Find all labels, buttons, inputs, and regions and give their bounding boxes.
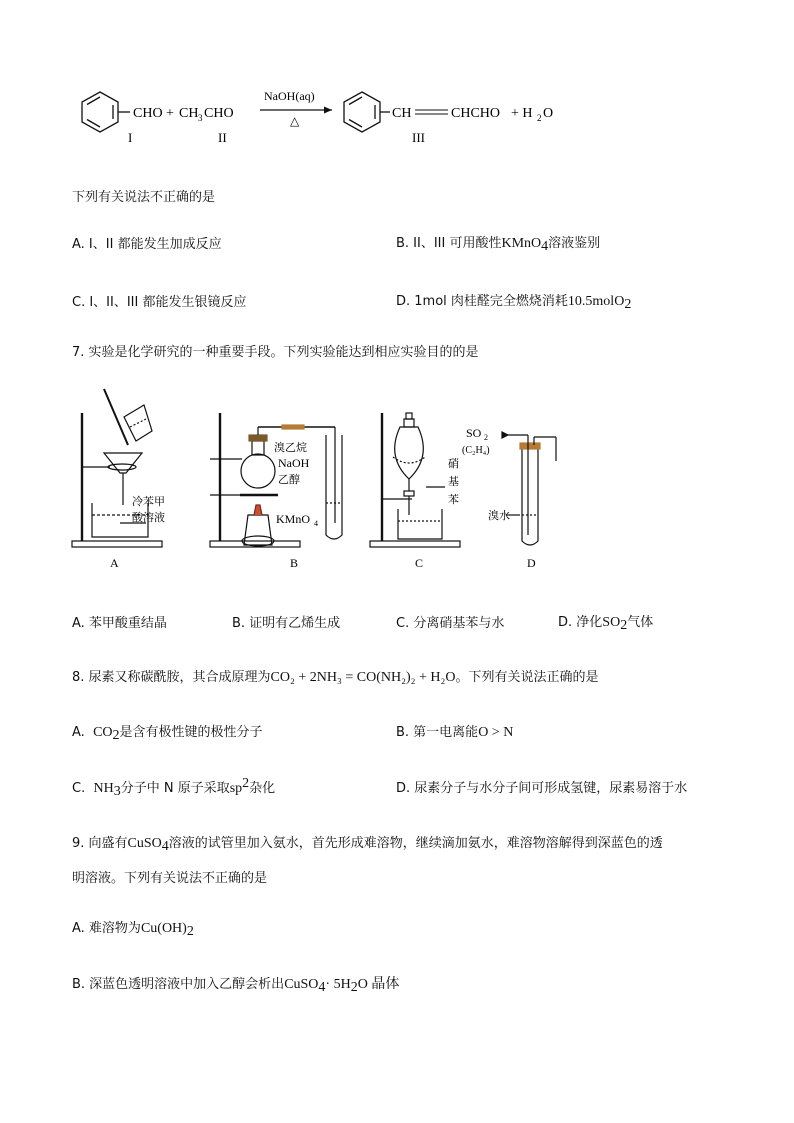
label-bromoethane: 溴乙烷	[274, 441, 307, 454]
q6-option-b: B. II、III 可用酸性KMnO$_4$溶液鉴别	[396, 236, 601, 254]
q9-stem-line2: 明溶液。下列有关说法不正确的是	[72, 871, 268, 886]
q8-option-d: D. 尿素分子与水分子间可形成氢键，尿素易溶于水	[396, 781, 688, 796]
label-nitro-3: 苯	[448, 493, 459, 506]
q8-option-c: C. $NH_3$分子中 N 原子采取$sp^2$杂化	[72, 776, 276, 799]
label-cold-benzoic-2: 酸溶液	[132, 511, 165, 524]
plus-water: + H	[511, 106, 533, 121]
caption-c: C	[415, 556, 424, 570]
q6-option-d: D. 1mol 肉桂醛完全燃烧消耗10.5molO$_2$	[396, 294, 632, 312]
compound-label-I: I	[128, 130, 133, 145]
product-chcho: CHCHO	[451, 106, 501, 121]
q7-stem: 7. 实验是化学研究的一种重要手段。下列实验能达到相应实验目的的是	[72, 345, 479, 360]
q7-option-a: A. 苯甲酸重结晶	[72, 616, 167, 631]
label-kmno4: KMnO	[276, 512, 311, 526]
elimination-apparatus	[210, 413, 342, 547]
q9-option-a: A. 难溶物为$Cu(OH)_2$	[72, 921, 194, 939]
label-naoh: NaOH	[278, 456, 310, 470]
benzene-ring-icon	[82, 92, 130, 132]
q9-stem-line1: 9. 向盛有CuSO$_4$溶液的试管里加入氨水，首先形成难溶物，继续滴加氨水，难溶物溶解得到深蓝色的透	[72, 836, 663, 854]
gas-washing-apparatus	[502, 432, 556, 545]
product-ch: CH	[392, 106, 412, 121]
reagent-label: NaOH(aq)	[264, 89, 315, 103]
heat-symbol: △	[290, 114, 300, 128]
compound-label-II: II	[218, 130, 227, 145]
label-ethanol: 乙醇	[278, 473, 300, 486]
arrow-head-icon	[324, 107, 332, 114]
compound-label-III: III	[412, 130, 425, 145]
q8-option-a: A. $CO_2$是含有极性键的极性分子	[72, 725, 263, 743]
water-o: O	[543, 106, 554, 121]
caption-a: A	[110, 556, 119, 570]
benzene-ring-icon	[344, 92, 390, 132]
q9-option-b: B. 深蓝色透明溶液中加入乙醇会析出CuSO$_4$· $5H_2O$ 晶体	[72, 977, 400, 995]
label-nitro-1: 硝	[448, 457, 459, 470]
label-cold-benzoic-1: 冷苯甲	[132, 495, 165, 508]
label-c2h4: (C₂H₄)	[462, 445, 490, 456]
caption-b: B	[290, 556, 299, 570]
label-bromine-water: 溴水	[488, 509, 510, 522]
label-so2-sub: 2	[484, 433, 488, 442]
label-so2: SO	[466, 426, 482, 440]
acetaldehyde-ch: CH	[179, 106, 199, 121]
separation-apparatus	[370, 413, 460, 547]
label-kmno4-sub: 4	[314, 519, 318, 528]
q8-stem: 8. 尿素又称碳酰胺，其合成原理为CO₂ + 2NH₃ = CO(NH₂)₂ + H₂O。下列有关说法正确的是	[72, 670, 599, 685]
q6-option-a: A. I、II 都能发生加成反应	[72, 237, 222, 252]
q6-option-c: C. I、II、III 都能发生银镜反应	[72, 295, 247, 310]
q7-option-c: C. 分离硝基苯与水	[396, 616, 505, 631]
acetaldehyde-cho: CHO	[204, 106, 234, 121]
q7-option-d: D. 净化$SO_2$气体	[558, 615, 654, 633]
acetaldehyde-subscript: 3	[198, 113, 203, 123]
aldehyde-group: CHO	[133, 106, 163, 121]
q7-option-b: B. 证明有乙烯生成	[232, 616, 341, 631]
urea-equation: CO₂ + 2NH₃ = CO(NH₂)₂ + H₂O	[270, 670, 456, 685]
q6-stem: 下列有关说法不正确的是	[72, 190, 216, 205]
water-subscript: 2	[537, 113, 542, 123]
label-nitro-2: 基	[448, 475, 459, 488]
lab-apparatus-figure	[60, 375, 570, 575]
caption-d: D	[527, 556, 536, 570]
q8-option-b: B. 第一电离能O > N	[396, 725, 514, 740]
plus-sign: +	[166, 106, 174, 121]
reaction-equation	[70, 82, 570, 150]
